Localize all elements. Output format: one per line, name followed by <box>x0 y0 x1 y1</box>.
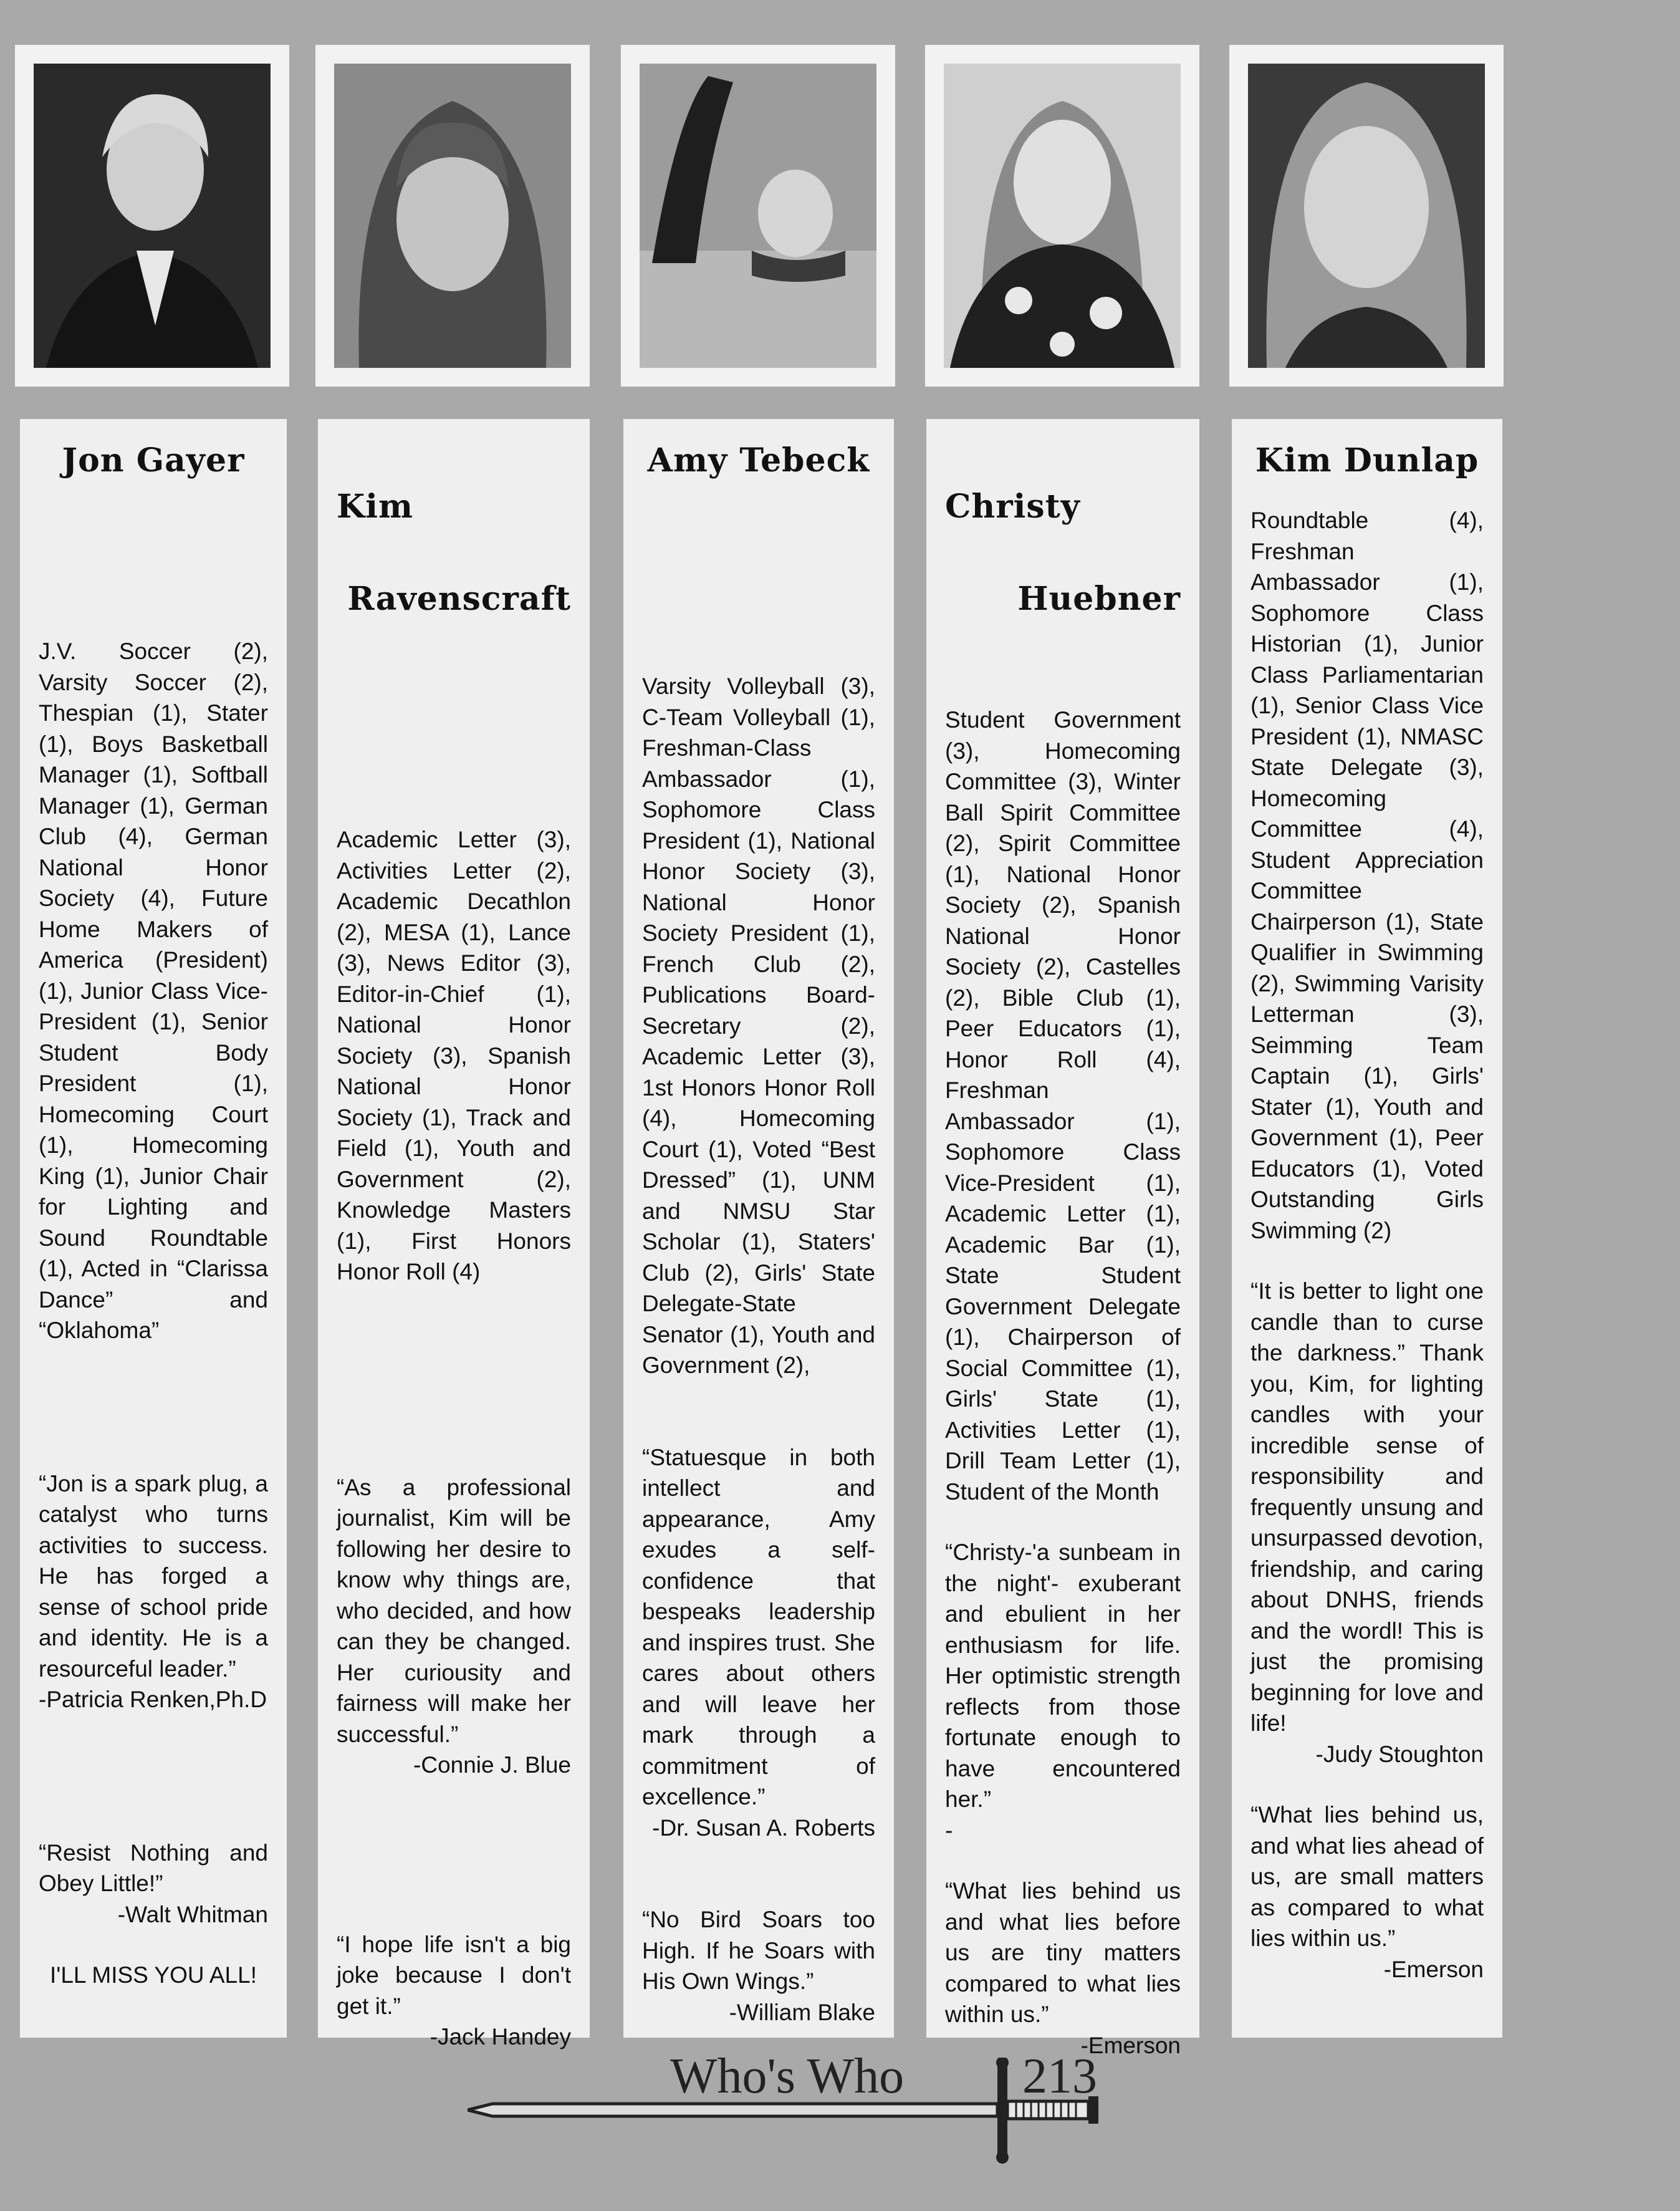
personal-quote-attribution: -Emerson <box>1080 2032 1181 2058</box>
teacher-quote: “Statuesque in both intellect and appearance, Amy exudes a self-confidence that bespeaks leadership and inspires trust. She cares about others and will leave her mark through a commitment of excellence.” <box>642 1444 875 1809</box>
student-column-christy-huebner <box>926 419 1199 2058</box>
student-first-name: Kim <box>337 488 413 526</box>
portrait-photo-jon-gayer <box>34 64 271 368</box>
student-name: Jon Gayer <box>62 441 245 479</box>
personal-quote: “What lies behind us and what lies before us are tiny matters compared to what lies within us.” <box>945 1878 1181 2027</box>
teacher-attribution: - <box>945 1817 953 1843</box>
personal-quote: “I hope life isn't a big joke because I don't get it.” <box>337 1931 571 2019</box>
portrait-photo-kim-ravenscraft <box>334 64 571 368</box>
activities-list: J.V. Soccer (2), Varsity Soccer (2), Thespian (1), Stater (1), Boys Basketball Manager (1), Softball Manager (1), German Club (4), German National Honor Society (4), Future Home Makers of America (President) (1), Junior Class Vice-President (1), Senior Student Body President (1), Homecoming Court (1), Homecoming King (1), Junior Chair for Lighting and Sound Roundtable (1), Acted in “Clarissa Dance” and “Oklahoma” <box>39 638 268 1343</box>
student-name: Kim Dunlap <box>1255 441 1479 479</box>
student-column-jon-gayer <box>20 419 287 2038</box>
photo-frame-christy-huebner <box>925 45 1199 387</box>
activities-list: Roundtable (4), Freshman Ambassador (1), Sophomore Class Historian (1), Junior Class Parliamentarian (1), Senior Class Vice President (1), NMASC State Delegate (3), Homecoming Committee (4), Student Appreciation Committee Chairperson (1), State Qualifier in Swimming (2), Swimming Varisity Letterman (3), Seimming Team Captain (1), Girls' Stater (1), Youth and Government (1), Peer Educators (1), Voted Outstanding Girls Swimming (2) <box>1250 508 1484 1243</box>
photo-frame-jon-gayer <box>15 45 289 387</box>
student-first-name: Christy <box>945 488 1080 526</box>
personal-quote-attribution: -Walt Whitman <box>117 1901 268 1927</box>
teacher-quote: “As a professional journalist, Kim will be following her desire to know why things are, who decided, and how can they be changed. Her curiousity and fairness will make her successful.” <box>337 1474 571 1747</box>
photo-frame-kim-dunlap <box>1229 45 1504 387</box>
activities-list: Varsity Volleyball (3), C-Team Volleyball (1), Freshman-Class Ambassador (1), Sophomore Class President (1), National Honor Society (3), National Honor Society President (1), French Club (2), Publications Board-Secretary (2), Academic Letter (3), 1st Honors Honor Roll (4), Homecoming Court (1), Voted “Best Dressed” (1), UNM and NMSU Star Scholar (1), Staters' Club (2), Girls' State Delegate-State Senator (1), Youth and Government (2), <box>642 673 875 1378</box>
portrait-silhouette <box>1248 64 1485 368</box>
personal-quote: “No Bird Soars too High. If he Soars with His Own Wings.” <box>642 1907 875 1994</box>
student-last-name: Ravenscraft <box>347 580 571 618</box>
page-number: 213 <box>1022 2049 1097 2104</box>
teacher-quote: “Christy-'a sunbeam in the night'- exuberant and ebulient in her enthusiasm for life. Her optimistic strength reflects from those fortunate enough to have encountered her.” <box>945 1539 1181 1812</box>
teacher-quote: “It is better to light one candle than to curse the darkness.” Thank you, Kim, for lighting candles with your incredible sense of responsibility and frequently unsung and unsurpassed devotion, friendship, and caring about DNHS, friends and the wordl! This is just the promising beginning for love and life! <box>1250 1278 1484 1736</box>
portrait-silhouette <box>640 64 876 368</box>
teacher-attribution: -Dr. Susan A. Roberts <box>652 1814 875 1841</box>
student-name <box>945 438 1181 668</box>
teacher-attribution: -Judy Stoughton <box>1315 1741 1484 1767</box>
personal-quote: “What lies behind us, and what lies ahead of us, are small matters as compared to what lies within us.” <box>1250 1802 1484 1951</box>
farewell-note: I'LL MISS YOU ALL! <box>49 1962 257 1988</box>
student-last-name: Huebner <box>1017 580 1181 618</box>
personal-quote-attribution: -Jack Handey <box>430 2024 571 2050</box>
portrait-silhouette <box>34 64 271 368</box>
portrait-silhouette <box>944 64 1181 368</box>
photo-frame-amy-tebeck <box>621 45 895 387</box>
student-name <box>337 438 571 668</box>
student-column-kim-dunlap <box>1232 419 1502 2038</box>
personal-quote: “Resist Nothing and Obey Little!” <box>39 1839 268 1896</box>
teacher-attribution: -Connie J. Blue <box>413 1752 571 1778</box>
teacher-quote: “Jon is a spark plug, a catalyst who turns activities to success. He has forged a sense of school pride and identity. He is a resourceful leader.” <box>39 1470 268 1682</box>
portrait-photo-amy-tebeck <box>640 64 876 368</box>
portrait-photo-christy-huebner <box>944 64 1181 368</box>
student-column-amy-tebeck <box>623 419 894 2038</box>
student-column-kim-ravenscraft <box>318 419 590 2050</box>
section-title: Who's Who <box>670 2049 905 2104</box>
personal-quote-attribution: -Emerson <box>1383 1956 1484 1982</box>
personal-quote-attribution: -William Blake <box>729 1999 875 2025</box>
student-name: Amy Tebeck <box>647 441 870 479</box>
activities-list: Academic Letter (3), Activities Letter (2), Academic Decathlon (2), MESA (1), Lance (3), News Editor (3), Editor-in-Chief (1), National Honor Society (3), Spanish National Honor Society (1), Track and Field (1), Youth and Government (2), Knowledge Masters (1), First Honors Honor Roll (4) <box>337 827 571 1284</box>
portrait-silhouette <box>334 64 571 368</box>
teacher-attribution: -Patricia Renken,Ph.D <box>39 1687 267 1712</box>
photo-frame-kim-ravenscraft <box>315 45 590 387</box>
portrait-photo-kim-dunlap <box>1248 64 1485 368</box>
activities-list: Student Government (3), Homecoming Committee (3), Winter Ball Spirit Committee (2), Spirit Committee (1), National Honor Society (2), Spanish National Honor Society (2), Castelles (2), Bible Club (1), Peer Educators (1), Honor Roll (4), Freshman Ambassador (1), Sophomore Class Vice-President (1), Academic Letter (1), Academic Bar (1), State Student Government Delegate (1), Chairperson of Social Committee (1), Girls' State (1), Activities Letter (1), Drill Team Letter (1), Student of the Month <box>945 707 1181 1505</box>
